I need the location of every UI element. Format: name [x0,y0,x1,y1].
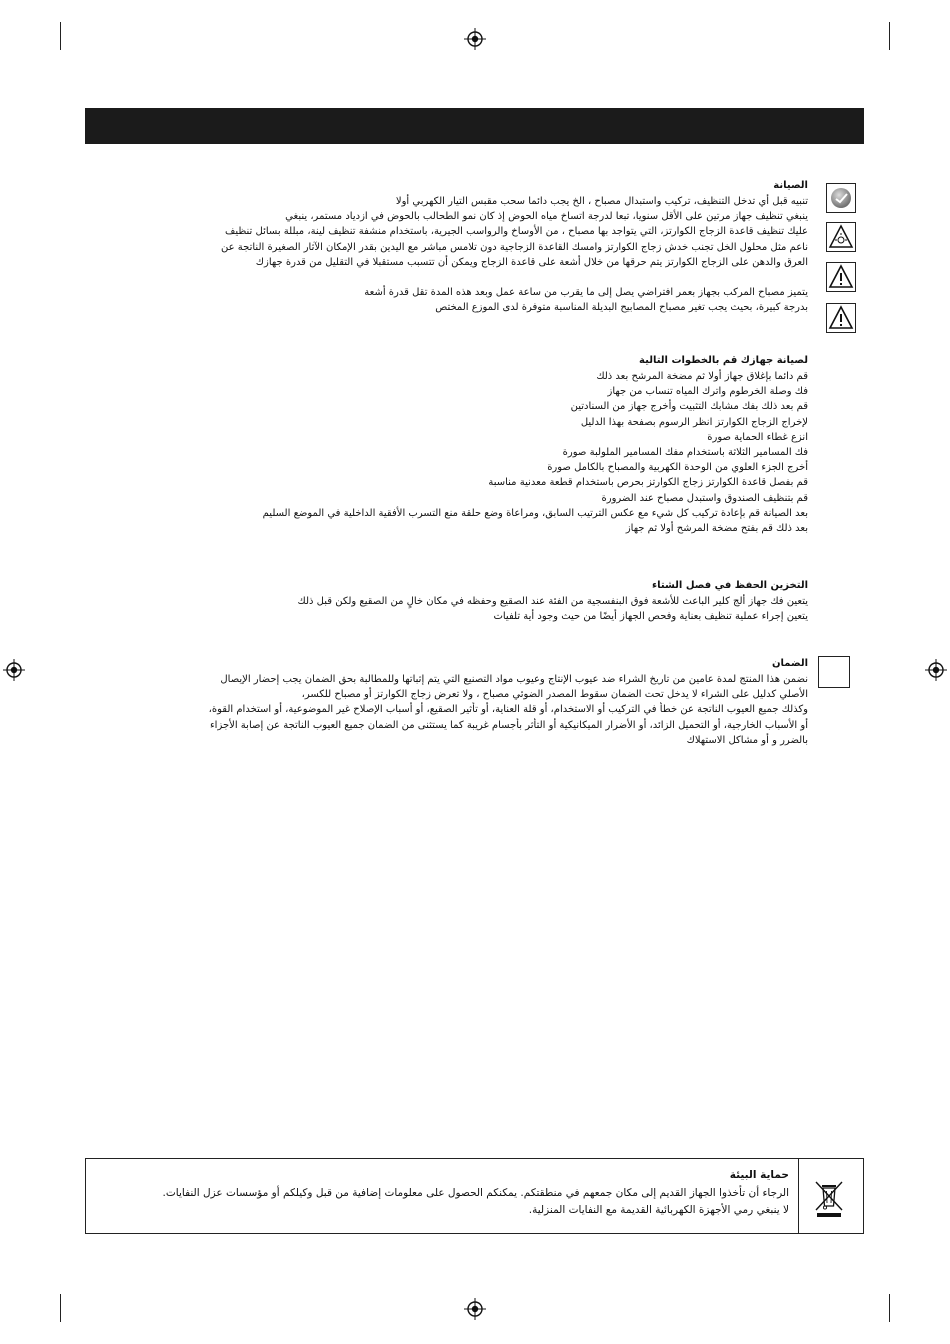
registration-mark-icon [464,28,486,50]
step-item: بعد الصيانة قم بإعادة تركيب كل شيء مع عكس الترتيب السابق، ومراعاة وضع حلقة منع التسرب الأفقية الداخلية في الموضع السليم [262,507,808,519]
maintenance-section [108,178,808,315]
registration-mark-icon [3,659,25,681]
maintenance-line: تنبيه قبل أي تدخل التنظيف، تركيب واستبدال مصباح ، الخ يجب دائما سحب مقبس التيار الكهربي أولا [395,196,808,207]
uv-hazard-icon [826,222,856,252]
registration-mark-icon [925,659,947,681]
step-item: بعد ذلك قم بفتح مضخة المرشح أولا ثم جهاز [625,523,808,535]
step-item: قم بفصل قاعدة الكوارتز زجاج الكوارتز بحرص باستخدام قطعة معدنية مناسبة [488,477,808,489]
warranty-line: نضمن هذا المنتج لمدة عامين من تاريخ الشراء ضد عيوب الإنتاج وعيوب مواد التصنيع التي يتم إثباتها وللمطالبة بحق الضمان يجب إحضار الإيصال [220,674,808,685]
step-item: قم بتنظيف الصندوق واستبدل مصباح عند الضرورة [601,492,808,504]
warranty-line: وكذلك جميع العيوب الناتجة عن خطأ في التركيب أو الاستخدام، أو قلة العناية، أو تأثير الصقيع، أو أسباب الإصلاح غير الموضوعية، أو استخدام القوة، [208,704,808,716]
step-item: قم دائما بإغلاق جهاز أولا ثم مضخة المرشح بعد ذلك [596,371,808,382]
warranty-line: الأصلي كدليل على الشراء لا يدخل تحت الضمان سقوط المصدر الضوئي مصباح ، ولا تعرض زجاج الكوارتز أو مصباح للكسر، [301,689,808,701]
environment-box [85,1158,864,1234]
crop-mark [889,1294,890,1322]
divider [798,1159,799,1233]
storage-line: يتعين إجراء عملية تنظيف بعناية وفحص الجهاز أيضًا من حيث وجود أية تلفيات [493,611,808,623]
warranty-line: بالضرر و أو مشاكل الاستهلاك [686,734,808,746]
header-bar [85,108,864,144]
storage-title: التخزين الحفظ في فصل الشتاء [652,580,808,591]
maintenance-line: ينبغي تنظيف جهاز مرتين على الأقل سنويا، تبعا لدرجة اتساخ مياه الحوض إذ كان نمو الطحالب بالحوض في ازدياد مستمر، ينبغي [285,211,808,223]
maintenance-line: بدرجة كبيرة، بحيث يجب تغير مصباح المصابيح البديلة المناسبة متوفرة لدى الموزع المختص [435,302,808,314]
storage-section [108,578,808,624]
maintenance-line: ناعم مثل محلول الخل تجنب خدش زجاج الكوارتز وامسك القاعدة الزجاجية دون تلامس مباشر مع اليدين بقدر الإمكان الآثار الصغيرة الناتجة عن [221,241,808,253]
environment-line: لا ينبغي رمي الأجهزة الكهربائية القديمة مع النفايات المنزلية. [528,1204,789,1216]
step-item: فك المسامير الثلاثة باستخدام مفك المسامير الملولبة صورة [562,447,808,459]
steps-section [108,353,808,536]
maintenance-line: عليك تنظيف قاعدة الزجاج الكوارتز، التي يتواجد بها مصباح ، من الأوساخ والرواسب الجيرية، باستخدام منشفة تنظيف لينة، مبللة بسائل تنظيف [224,226,808,238]
warranty-section [108,656,808,748]
weee-bin-icon [814,1179,844,1219]
crop-mark [889,22,890,50]
steps-title: لصيانة جهازك قم بالخطوات التالية [639,355,808,366]
warranty-icon [818,656,850,688]
warning-icon [826,303,856,333]
step-item: أخرج الجزء العلوي من الوحدة الكهربية والمصباح بالكامل صورة [547,462,808,474]
crop-mark [60,22,61,50]
step-item: فك وصلة الخرطوم واترك المياه تنساب من جهاز [607,386,808,398]
environment-text [94,1167,789,1219]
warranty-line: أو الأسباب الخارجية، أو التحميل الزائد، أو الأضرار الميكانيكية أو التأثر بأجسام غريبة كما يستثنى من الضمان جميع العيوب الناتجة عن إصابة الأجزاء [209,719,808,731]
registration-mark-icon [464,1298,486,1320]
maintenance-line: يتميز مصباح المركب بجهاز بعمر افتراضي يصل إلى ما يقرب من ساعة عمل وبعد هذه المدة تقل قدرة أشعة [364,287,808,299]
environment-title: حماية البيئة [729,1169,789,1181]
storage-line: يتعين فك جهاز ألج كلير الباعث للأشعة فوق البنفسجية من الفئة عند الصقيع وحفظه في مكان خالٍ من الصقيع ولكن قبل ذلك [297,596,808,607]
crop-mark [60,1294,61,1322]
step-item: انزع غطاء الحماية صورة [707,431,808,443]
maintenance-line: العرق والدهن على الزجاج الكوارتز يتم حرقها من خلال أشعة على قاعدة الزجاج ويمكن أن تتسبب مستقبلا في التقليل من قدرة جهازك [255,256,808,268]
warning-icon [826,262,856,292]
warranty-title: الضمان [771,658,808,669]
maintenance-icon [826,183,856,213]
environment-line: الرجاء أن تأخذوا الجهاز القديم إلى مكان جمعهم في منطقتكم. يمكنكم الحصول على معلومات إضافية من قبل وكيلكم أو مؤسسات عزل النفايات. [162,1187,789,1199]
step-item: لإخراج الزجاج الكوارتز انظر الرسوم بصفحة بهذا الدليل [580,416,808,428]
maintenance-title: الصيانة [773,180,808,191]
step-item: قم بعد ذلك بفك مشابك التثبيت وأخرج جهاز من السنادتين [570,401,808,413]
